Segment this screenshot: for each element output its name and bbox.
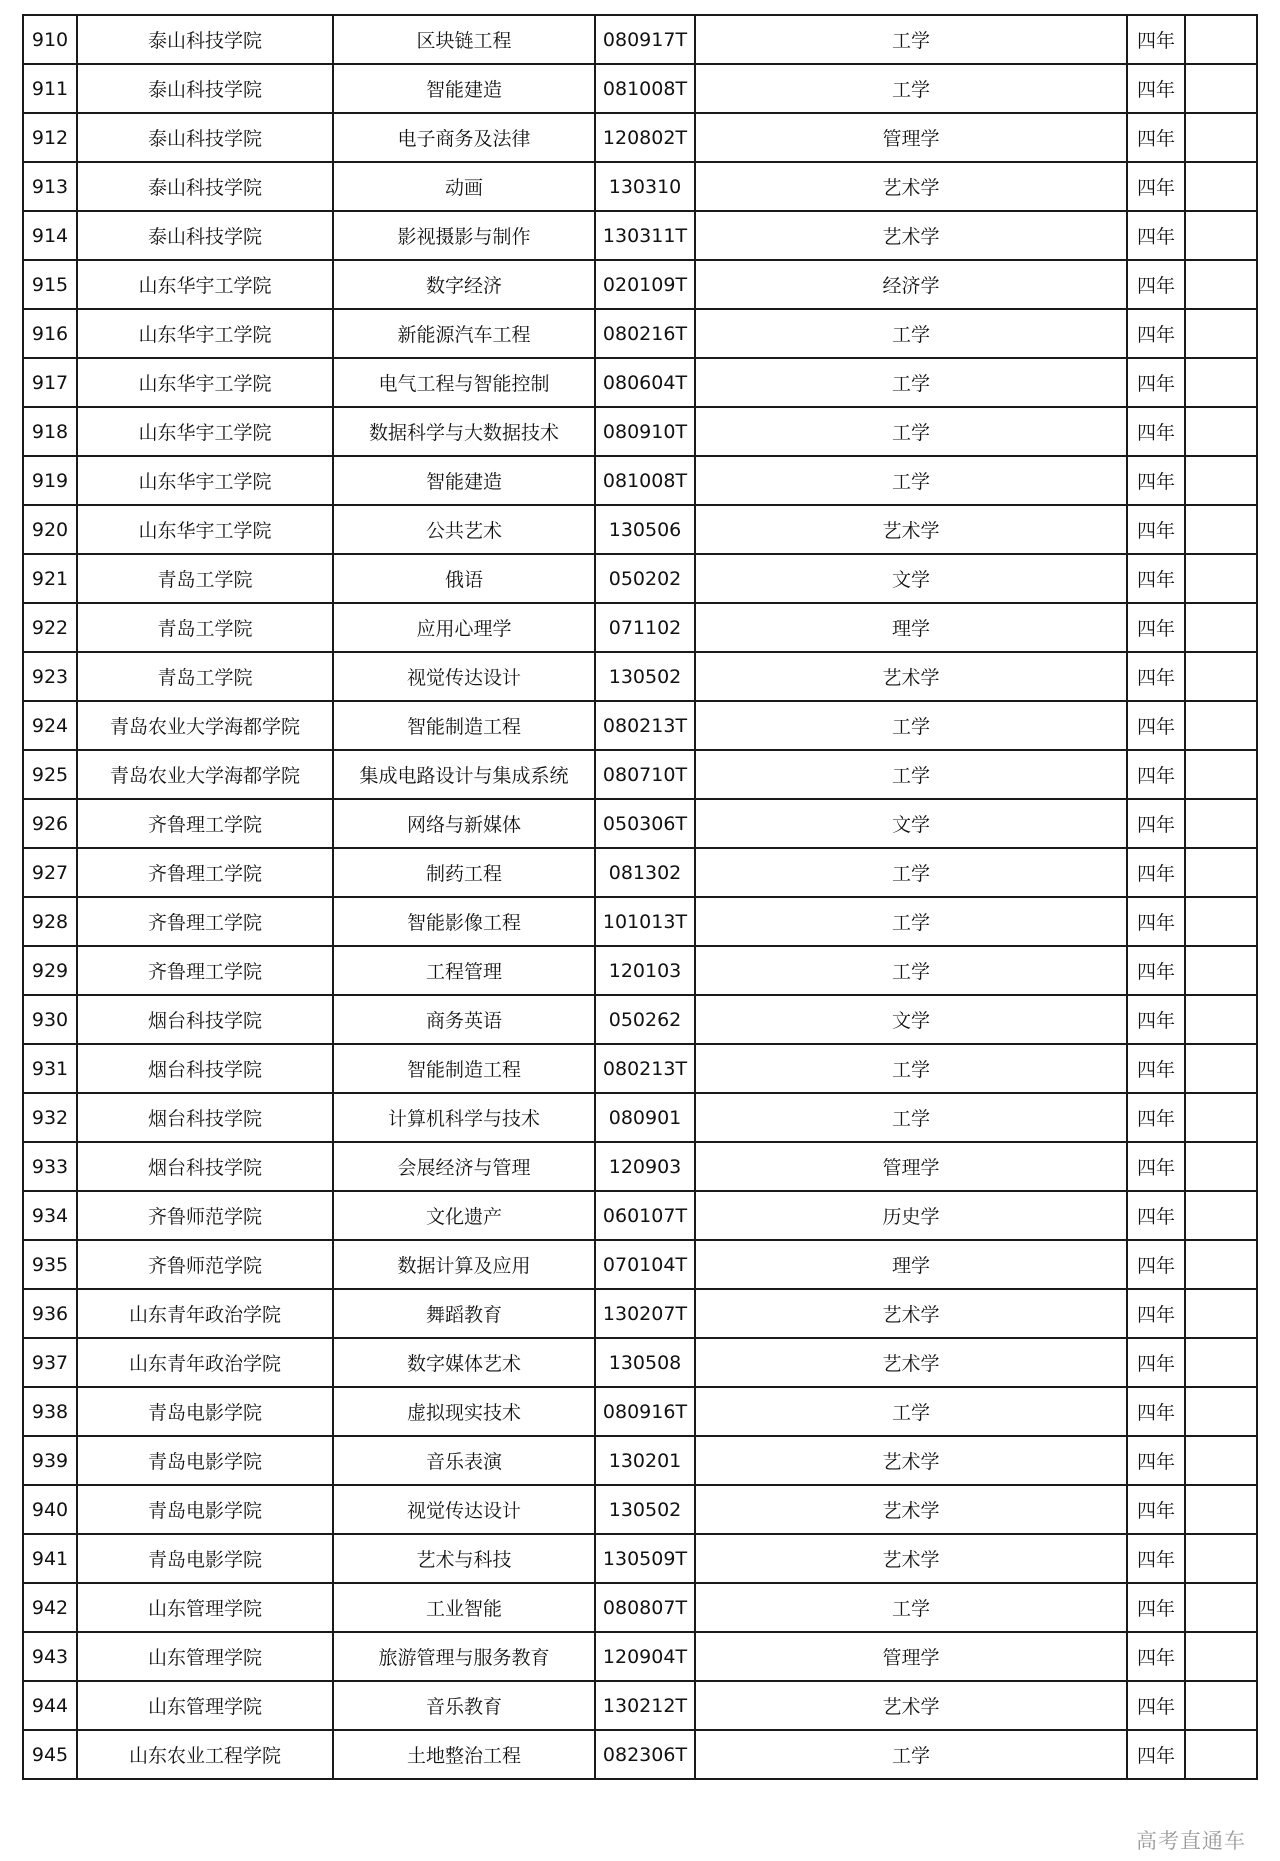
major-code-cell: 050202 [595,554,695,603]
major-name-cell: 动画 [333,162,595,211]
major-name-cell: 数据科学与大数据技术 [333,407,595,456]
school-name-cell: 山东华宇工学院 [77,260,333,309]
major-code-cell: 130502 [595,1485,695,1534]
note-cell [1185,1191,1257,1240]
discipline-category-cell: 工学 [695,750,1127,799]
table-row [23,1387,1257,1436]
school-name-cell: 青岛电影学院 [77,1534,333,1583]
table-row [23,652,1257,701]
duration-cell: 四年 [1127,211,1185,260]
school-name-cell: 烟台科技学院 [77,995,333,1044]
table-row [23,897,1257,946]
row-number-cell: 910 [23,15,77,64]
discipline-category-cell: 管理学 [695,1632,1127,1681]
duration-cell: 四年 [1127,995,1185,1044]
major-code-cell: 120103 [595,946,695,995]
note-cell [1185,1632,1257,1681]
discipline-category-cell: 工学 [695,946,1127,995]
discipline-category-cell: 理学 [695,603,1127,652]
table-row [23,1191,1257,1240]
discipline-category-cell: 艺术学 [695,1485,1127,1534]
table-row [23,407,1257,456]
school-name-cell: 山东管理学院 [77,1681,333,1730]
major-code-cell: 101013T [595,897,695,946]
duration-cell: 四年 [1127,15,1185,64]
discipline-category-cell: 艺术学 [695,1534,1127,1583]
school-name-cell: 山东华宇工学院 [77,505,333,554]
discipline-category-cell: 工学 [695,897,1127,946]
major-name-cell: 应用心理学 [333,603,595,652]
major-name-cell: 工业智能 [333,1583,595,1632]
table-row [23,1338,1257,1387]
major-name-cell: 会展经济与管理 [333,1142,595,1191]
row-number-cell: 921 [23,554,77,603]
major-name-cell: 土地整治工程 [333,1730,595,1779]
note-cell [1185,260,1257,309]
note-cell [1185,799,1257,848]
major-code-cell: 080213T [595,701,695,750]
major-code-cell: 050262 [595,995,695,1044]
note-cell [1185,505,1257,554]
duration-cell: 四年 [1127,1191,1185,1240]
duration-cell: 四年 [1127,505,1185,554]
discipline-category-cell: 工学 [695,701,1127,750]
duration-cell: 四年 [1127,1289,1185,1338]
duration-cell: 四年 [1127,946,1185,995]
note-cell [1185,1044,1257,1093]
discipline-category-cell: 工学 [695,15,1127,64]
school-name-cell: 山东农业工程学院 [77,1730,333,1779]
duration-cell: 四年 [1127,1583,1185,1632]
discipline-category-cell: 艺术学 [695,162,1127,211]
major-code-cell: 130212T [595,1681,695,1730]
school-name-cell: 山东青年政治学院 [77,1289,333,1338]
school-name-cell: 烟台科技学院 [77,1142,333,1191]
row-number-cell: 934 [23,1191,77,1240]
school-name-cell: 青岛电影学院 [77,1387,333,1436]
discipline-category-cell: 理学 [695,1240,1127,1289]
note-cell [1185,211,1257,260]
table-row [23,799,1257,848]
table-row [23,946,1257,995]
row-number-cell: 916 [23,309,77,358]
major-name-cell: 视觉传达设计 [333,652,595,701]
duration-cell: 四年 [1127,554,1185,603]
note-cell [1185,1387,1257,1436]
major-code-cell: 080216T [595,309,695,358]
duration-cell: 四年 [1127,162,1185,211]
major-name-cell: 新能源汽车工程 [333,309,595,358]
duration-cell: 四年 [1127,309,1185,358]
duration-cell: 四年 [1127,701,1185,750]
major-name-cell: 电气工程与智能控制 [333,358,595,407]
major-code-cell: 081008T [595,64,695,113]
note-cell [1185,1142,1257,1191]
major-name-cell: 工程管理 [333,946,595,995]
note-cell [1185,603,1257,652]
school-name-cell: 烟台科技学院 [77,1093,333,1142]
table-row [23,554,1257,603]
discipline-category-cell: 文学 [695,995,1127,1044]
school-name-cell: 青岛工学院 [77,554,333,603]
note-cell [1185,652,1257,701]
row-number-cell: 920 [23,505,77,554]
discipline-category-cell: 管理学 [695,113,1127,162]
note-cell [1185,309,1257,358]
major-code-cell: 130311T [595,211,695,260]
discipline-category-cell: 艺术学 [695,505,1127,554]
table-row [23,1632,1257,1681]
table-row [23,260,1257,309]
duration-cell: 四年 [1127,1730,1185,1779]
discipline-category-cell: 工学 [695,407,1127,456]
school-name-cell: 山东管理学院 [77,1583,333,1632]
row-number-cell: 932 [23,1093,77,1142]
major-name-cell: 数字经济 [333,260,595,309]
duration-cell: 四年 [1127,260,1185,309]
row-number-cell: 936 [23,1289,77,1338]
discipline-category-cell: 艺术学 [695,1681,1127,1730]
duration-cell: 四年 [1127,358,1185,407]
row-number-cell: 929 [23,946,77,995]
major-code-cell: 050306T [595,799,695,848]
row-number-cell: 941 [23,1534,77,1583]
discipline-category-cell: 工学 [695,848,1127,897]
major-name-cell: 智能影像工程 [333,897,595,946]
row-number-cell: 927 [23,848,77,897]
table-row [23,701,1257,750]
note-cell [1185,15,1257,64]
major-name-cell: 影视摄影与制作 [333,211,595,260]
major-code-cell: 020109T [595,260,695,309]
note-cell [1185,1583,1257,1632]
table-row [23,1681,1257,1730]
major-code-cell: 080604T [595,358,695,407]
note-cell [1185,1093,1257,1142]
major-code-cell: 130506 [595,505,695,554]
table-row [23,1044,1257,1093]
note-cell [1185,897,1257,946]
major-name-cell: 智能建造 [333,64,595,113]
watermark-text: 高考直通车 [1136,1829,1246,1853]
row-number-cell: 942 [23,1583,77,1632]
major-code-cell: 080916T [595,1387,695,1436]
major-code-cell: 080901 [595,1093,695,1142]
row-number-cell: 922 [23,603,77,652]
discipline-category-cell: 工学 [695,358,1127,407]
school-name-cell: 山东管理学院 [77,1632,333,1681]
note-cell [1185,1730,1257,1779]
discipline-category-cell: 艺术学 [695,1289,1127,1338]
table-row [23,309,1257,358]
duration-cell: 四年 [1127,1142,1185,1191]
major-code-cell: 080710T [595,750,695,799]
discipline-category-cell: 艺术学 [695,1436,1127,1485]
school-name-cell: 泰山科技学院 [77,113,333,162]
discipline-category-cell: 艺术学 [695,1338,1127,1387]
row-number-cell: 943 [23,1632,77,1681]
duration-cell: 四年 [1127,456,1185,505]
school-name-cell: 青岛农业大学海都学院 [77,701,333,750]
school-name-cell: 山东青年政治学院 [77,1338,333,1387]
discipline-category-cell: 艺术学 [695,652,1127,701]
note-cell [1185,1485,1257,1534]
table-row [23,1093,1257,1142]
school-name-cell: 青岛电影学院 [77,1436,333,1485]
row-number-cell: 911 [23,64,77,113]
school-name-cell: 齐鲁理工学院 [77,799,333,848]
majors-table [22,14,1258,1780]
major-code-cell: 120904T [595,1632,695,1681]
major-name-cell: 数据计算及应用 [333,1240,595,1289]
duration-cell: 四年 [1127,1387,1185,1436]
note-cell [1185,1338,1257,1387]
table-row [23,1142,1257,1191]
major-name-cell: 艺术与科技 [333,1534,595,1583]
row-number-cell: 935 [23,1240,77,1289]
row-number-cell: 937 [23,1338,77,1387]
duration-cell: 四年 [1127,848,1185,897]
discipline-category-cell: 管理学 [695,1142,1127,1191]
note-cell [1185,946,1257,995]
discipline-category-cell: 工学 [695,1583,1127,1632]
table-row [23,1583,1257,1632]
school-name-cell: 烟台科技学院 [77,1044,333,1093]
table-row [23,1534,1257,1583]
row-number-cell: 926 [23,799,77,848]
table-row [23,456,1257,505]
table-row [23,750,1257,799]
duration-cell: 四年 [1127,1240,1185,1289]
major-name-cell: 数字媒体艺术 [333,1338,595,1387]
major-name-cell: 智能建造 [333,456,595,505]
table-row [23,113,1257,162]
row-number-cell: 924 [23,701,77,750]
discipline-category-cell: 工学 [695,1044,1127,1093]
note-cell [1185,407,1257,456]
table-row [23,603,1257,652]
major-name-cell: 集成电路设计与集成系统 [333,750,595,799]
major-code-cell: 070104T [595,1240,695,1289]
note-cell [1185,1240,1257,1289]
row-number-cell: 933 [23,1142,77,1191]
discipline-category-cell: 工学 [695,64,1127,113]
row-number-cell: 913 [23,162,77,211]
discipline-category-cell: 工学 [695,1387,1127,1436]
school-name-cell: 山东华宇工学院 [77,309,333,358]
note-cell [1185,358,1257,407]
discipline-category-cell: 经济学 [695,260,1127,309]
duration-cell: 四年 [1127,64,1185,113]
duration-cell: 四年 [1127,1632,1185,1681]
row-number-cell: 928 [23,897,77,946]
major-code-cell: 080917T [595,15,695,64]
major-name-cell: 区块链工程 [333,15,595,64]
major-name-cell: 虚拟现实技术 [333,1387,595,1436]
major-name-cell: 智能制造工程 [333,1044,595,1093]
duration-cell: 四年 [1127,1044,1185,1093]
school-name-cell: 泰山科技学院 [77,211,333,260]
row-number-cell: 939 [23,1436,77,1485]
row-number-cell: 944 [23,1681,77,1730]
row-number-cell: 925 [23,750,77,799]
note-cell [1185,64,1257,113]
major-code-cell: 080910T [595,407,695,456]
major-name-cell: 制药工程 [333,848,595,897]
table-row [23,505,1257,554]
table-row [23,162,1257,211]
table-row [23,848,1257,897]
discipline-category-cell: 文学 [695,554,1127,603]
major-name-cell: 公共艺术 [333,505,595,554]
table-row [23,1485,1257,1534]
school-name-cell: 泰山科技学院 [77,162,333,211]
major-code-cell: 130201 [595,1436,695,1485]
duration-cell: 四年 [1127,897,1185,946]
major-code-cell: 130207T [595,1289,695,1338]
major-name-cell: 电子商务及法律 [333,113,595,162]
row-number-cell: 938 [23,1387,77,1436]
row-number-cell: 917 [23,358,77,407]
major-code-cell: 120802T [595,113,695,162]
major-name-cell: 音乐表演 [333,1436,595,1485]
table-row [23,1436,1257,1485]
note-cell [1185,1534,1257,1583]
major-name-cell: 旅游管理与服务教育 [333,1632,595,1681]
duration-cell: 四年 [1127,1436,1185,1485]
major-code-cell: 081302 [595,848,695,897]
note-cell [1185,162,1257,211]
note-cell [1185,995,1257,1044]
major-code-cell: 130502 [595,652,695,701]
major-code-cell: 060107T [595,1191,695,1240]
major-code-cell: 080213T [595,1044,695,1093]
row-number-cell: 940 [23,1485,77,1534]
school-name-cell: 青岛电影学院 [77,1485,333,1534]
row-number-cell: 912 [23,113,77,162]
school-name-cell: 青岛工学院 [77,603,333,652]
discipline-category-cell: 工学 [695,1730,1127,1779]
school-name-cell: 青岛工学院 [77,652,333,701]
school-name-cell: 泰山科技学院 [77,15,333,64]
note-cell [1185,701,1257,750]
major-name-cell: 俄语 [333,554,595,603]
major-code-cell: 071102 [595,603,695,652]
duration-cell: 四年 [1127,1534,1185,1583]
table-row [23,64,1257,113]
note-cell [1185,1436,1257,1485]
note-cell [1185,456,1257,505]
duration-cell: 四年 [1127,1338,1185,1387]
discipline-category-cell: 文学 [695,799,1127,848]
duration-cell: 四年 [1127,1485,1185,1534]
row-number-cell: 919 [23,456,77,505]
major-name-cell: 视觉传达设计 [333,1485,595,1534]
major-name-cell: 音乐教育 [333,1681,595,1730]
major-code-cell: 081008T [595,456,695,505]
major-name-cell: 网络与新媒体 [333,799,595,848]
row-number-cell: 918 [23,407,77,456]
duration-cell: 四年 [1127,750,1185,799]
duration-cell: 四年 [1127,113,1185,162]
note-cell [1185,554,1257,603]
major-name-cell: 文化遗产 [333,1191,595,1240]
table-row [23,1240,1257,1289]
duration-cell: 四年 [1127,1093,1185,1142]
major-name-cell: 舞蹈教育 [333,1289,595,1338]
duration-cell: 四年 [1127,1681,1185,1730]
duration-cell: 四年 [1127,407,1185,456]
major-code-cell: 120903 [595,1142,695,1191]
table-row [23,1730,1257,1779]
discipline-category-cell: 艺术学 [695,211,1127,260]
major-name-cell: 商务英语 [333,995,595,1044]
major-code-cell: 130310 [595,162,695,211]
school-name-cell: 山东华宇工学院 [77,456,333,505]
row-number-cell: 945 [23,1730,77,1779]
discipline-category-cell: 工学 [695,456,1127,505]
major-name-cell: 智能制造工程 [333,701,595,750]
major-code-cell: 082306T [595,1730,695,1779]
school-name-cell: 齐鲁理工学院 [77,897,333,946]
row-number-cell: 923 [23,652,77,701]
school-name-cell: 齐鲁师范学院 [77,1191,333,1240]
major-code-cell: 130508 [595,1338,695,1387]
school-name-cell: 齐鲁师范学院 [77,1240,333,1289]
school-name-cell: 山东华宇工学院 [77,407,333,456]
school-name-cell: 齐鲁理工学院 [77,946,333,995]
duration-cell: 四年 [1127,603,1185,652]
school-name-cell: 齐鲁理工学院 [77,848,333,897]
major-name-cell: 计算机科学与技术 [333,1093,595,1142]
row-number-cell: 930 [23,995,77,1044]
major-code-cell: 080807T [595,1583,695,1632]
discipline-category-cell: 历史学 [695,1191,1127,1240]
duration-cell: 四年 [1127,799,1185,848]
row-number-cell: 931 [23,1044,77,1093]
table-row [23,995,1257,1044]
discipline-category-cell: 工学 [695,309,1127,358]
table-row [23,1289,1257,1338]
school-name-cell: 泰山科技学院 [77,64,333,113]
note-cell [1185,113,1257,162]
school-name-cell: 山东华宇工学院 [77,358,333,407]
table-body [23,15,1257,1779]
table-row [23,211,1257,260]
major-code-cell: 130509T [595,1534,695,1583]
row-number-cell: 914 [23,211,77,260]
table-row [23,15,1257,64]
row-number-cell: 915 [23,260,77,309]
note-cell [1185,848,1257,897]
note-cell [1185,1289,1257,1338]
table-row [23,358,1257,407]
note-cell [1185,750,1257,799]
note-cell [1185,1681,1257,1730]
duration-cell: 四年 [1127,652,1185,701]
discipline-category-cell: 工学 [695,1093,1127,1142]
school-name-cell: 青岛农业大学海都学院 [77,750,333,799]
